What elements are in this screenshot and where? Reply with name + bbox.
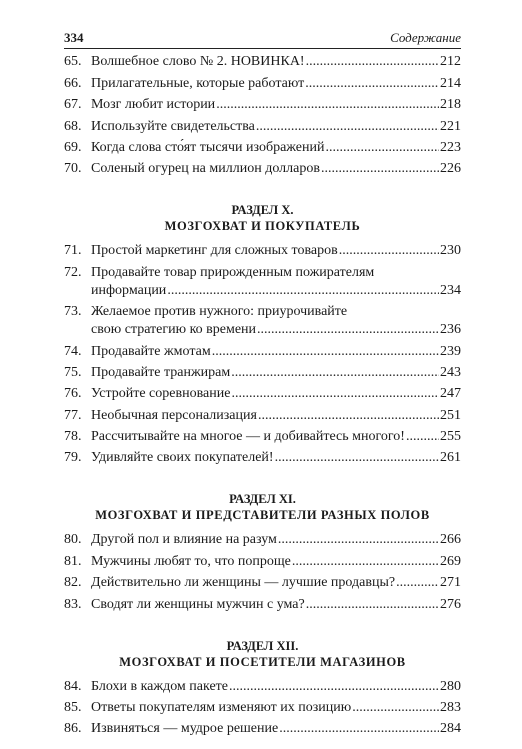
entry-number: 80.: [64, 532, 82, 548]
section-title: МОЗГОХВАТ И ПОСЕТИТЕЛИ МАГАЗИНОВ: [119, 654, 406, 669]
entry-number: 86.: [64, 721, 82, 737]
entry-number: 65.: [64, 54, 82, 70]
entry-page: 218: [440, 97, 461, 113]
toc-entry: [64, 678, 461, 696]
leader-dots: [406, 428, 439, 446]
toc-entry: [64, 407, 461, 425]
entry-number: 81.: [64, 553, 82, 569]
entry-title: Извиняться — мудрое решение: [91, 721, 279, 737]
toc-entry: [64, 574, 461, 592]
leader-dots: [278, 531, 439, 549]
leader-dots: [256, 118, 439, 136]
leader-dots: [167, 282, 439, 300]
toc-entry: [64, 596, 461, 614]
section-label: РАЗДЕЛ XI.: [229, 492, 296, 507]
leader-dots: [292, 553, 439, 571]
entry-title: Продавайте товар прирожденным пожирателям: [91, 264, 375, 280]
toc-entry: [64, 428, 461, 446]
section-title: МОЗГОХВАТ И ПРЕДСТАВИТЕЛИ РАЗНЫХ ПОЛОВ: [95, 508, 430, 523]
entry-number: 74.: [64, 343, 82, 359]
entry-page: 251: [440, 407, 461, 423]
entry-page: 226: [440, 161, 461, 177]
leader-dots: [279, 720, 439, 738]
entry-number: 69.: [64, 139, 82, 155]
toc-group-section-10: [64, 242, 461, 467]
entry-number: 68.: [64, 118, 82, 134]
page-number: 334: [64, 30, 84, 45]
entry-title-cont: свою стратегию ко времени: [91, 322, 257, 338]
entry-title: Когда слова сто́ят тысячи изображений: [91, 139, 325, 155]
leader-dots: [306, 53, 439, 71]
entry-number: 77.: [64, 407, 82, 423]
leader-dots: [325, 139, 439, 157]
entry-title: Продавайте жмотам: [91, 343, 211, 359]
entry-number: 75.: [64, 364, 82, 380]
entry-title: Устройте соревнование: [91, 386, 231, 402]
section-label: РАЗДЕЛ X.: [231, 203, 294, 218]
toc-entry: [64, 118, 461, 136]
entry-page: 236: [440, 322, 461, 338]
entry-page: 266: [440, 532, 461, 548]
entry-page: 255: [440, 429, 461, 445]
toc-entry: [64, 75, 461, 93]
entry-page: 212: [440, 54, 461, 70]
toc-entry: [64, 364, 461, 382]
running-title: Содержание: [390, 30, 461, 45]
entry-title: Соленый огурец на миллион долларов: [91, 161, 320, 177]
entry-page: 284: [440, 721, 461, 737]
leader-dots: [352, 699, 439, 717]
entry-page: 269: [440, 553, 461, 569]
toc-entry: [64, 139, 461, 157]
entry-number: 76.: [64, 386, 82, 402]
entry-number: 66.: [64, 75, 82, 91]
section-title: МОЗГОХВАТ И ПОКУПАТЕЛЬ: [164, 219, 361, 234]
entry-title: Ответы покупателям изменяют их позицию: [91, 700, 352, 716]
leader-dots: [231, 364, 439, 382]
toc-entry: [64, 53, 461, 71]
section-label: РАЗДЕЛ XII.: [226, 638, 299, 653]
entry-title: Продавайте транжирам: [91, 364, 231, 380]
entry-title: Сводят ли женщины мужчин с ума?: [91, 596, 305, 612]
header-rule: [64, 48, 461, 49]
entry-page: 230: [440, 243, 461, 259]
leader-dots: [229, 678, 439, 696]
entry-title-cont: информации: [91, 282, 167, 298]
toc-entry: [64, 160, 461, 178]
entry-number: 72.: [64, 264, 82, 280]
leader-dots: [258, 407, 439, 425]
toc-entry: [64, 531, 461, 549]
entry-title: Волшебное слово № 2. НОВИНКА!: [91, 54, 305, 70]
toc-entry: [64, 96, 461, 114]
toc-entry: [64, 449, 461, 467]
toc-entry: [64, 699, 461, 717]
section-heading: [64, 491, 461, 523]
entry-number: 79.: [64, 450, 82, 466]
entry-number: 85.: [64, 700, 82, 716]
entry-title: Прилагательные, которые работают: [91, 75, 305, 91]
entry-title: Другой пол и влияние на разум: [91, 532, 277, 548]
toc-entry: [64, 385, 461, 403]
entry-page: 261: [440, 450, 461, 466]
toc-entry: [64, 303, 461, 339]
toc-entry: [64, 553, 461, 571]
running-head: [64, 30, 461, 46]
toc-entry: [64, 720, 461, 738]
leader-dots: [216, 96, 439, 114]
entry-number: 78.: [64, 429, 82, 445]
leader-dots: [339, 242, 439, 260]
entry-title: Рассчитывайте на многое — и добивайтесь многого!: [91, 429, 405, 445]
entry-title: Удивляйте своих покупателей!: [91, 450, 274, 466]
leader-dots: [257, 321, 439, 339]
leader-dots: [231, 385, 439, 403]
section-heading: [64, 638, 461, 670]
entry-page: 280: [440, 678, 461, 694]
entry-number: 84.: [64, 678, 82, 694]
entry-page: 283: [440, 700, 461, 716]
entry-page: 223: [440, 139, 461, 155]
entry-page: 234: [440, 282, 461, 298]
entry-title: Желаемое против нужного: приурочивайте: [91, 304, 348, 320]
entry-title: Мужчины любят то, что попроще: [91, 553, 291, 569]
toc-entry: [64, 264, 461, 300]
toc-group-top: [64, 53, 461, 178]
section-heading: [64, 202, 461, 234]
entry-number: 71.: [64, 243, 82, 259]
entry-page: 243: [440, 364, 461, 380]
entry-page: 221: [440, 118, 461, 134]
entry-title: Блохи в каждом пакете: [91, 678, 228, 694]
leader-dots: [321, 160, 439, 178]
entry-number: 70.: [64, 161, 82, 177]
leader-dots: [275, 449, 439, 467]
entry-page: 271: [440, 575, 461, 591]
entry-title: Используйте свидетельства: [91, 118, 255, 134]
entry-title: Необычная персонализация: [91, 407, 257, 423]
entry-page: 276: [440, 596, 461, 612]
leader-dots: [306, 596, 439, 614]
entry-page: 214: [440, 75, 461, 91]
leader-dots: [305, 75, 439, 93]
entry-number: 67.: [64, 97, 82, 113]
entry-page: 247: [440, 386, 461, 402]
entry-page: 239: [440, 343, 461, 359]
toc-entry: [64, 242, 461, 260]
leader-dots: [396, 574, 439, 592]
entry-number: 83.: [64, 596, 82, 612]
toc-entry: [64, 343, 461, 361]
entry-number: 82.: [64, 575, 82, 591]
toc-group-section-11: [64, 531, 461, 613]
entry-title: Действительно ли женщины — лучшие продавцы?: [91, 575, 396, 591]
leader-dots: [212, 343, 439, 361]
entry-title: Мозг любит истории: [91, 97, 216, 113]
toc-group-section-12: [64, 678, 461, 739]
entry-number: 73.: [64, 304, 82, 320]
entry-title: Простой маркетинг для сложных товаров: [91, 243, 338, 259]
table-of-contents: [64, 50, 461, 738]
